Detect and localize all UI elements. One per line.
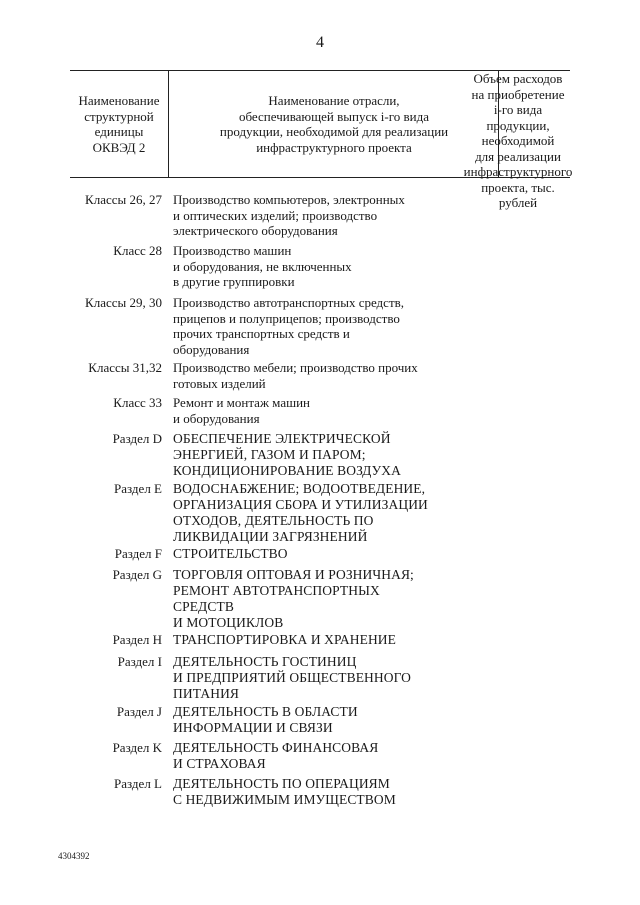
document-id: 4304392 (58, 851, 90, 861)
row-name: Производство автотранспортных средств, прицепов и полуприцепов; производство прочих транспортных средств и оборудования (173, 295, 405, 357)
row-name: Производство компьютеров, электронных и оптических изделий; производство электрического оборудования (173, 192, 405, 238)
header-expense-volume-text: Объем расходов на приобретение i-го вида продукции, необходимой для реализации инфраструктурного проекта, тыс. рублей (463, 71, 573, 210)
row-code: Класс 33 (113, 395, 162, 410)
row-name: ДЕЯТЕЛЬНОСТЬ В ОБЛАСТИ ИНФОРМАЦИИ И СВЯЗИ (173, 704, 358, 735)
row-code: Классы 31,32 (88, 360, 162, 375)
row-name: СТРОИТЕЛЬСТВО (173, 546, 288, 561)
row-name: ТОРГОВЛЯ ОПТОВАЯ И РОЗНИЧНАЯ; РЕМОНТ АВТОТРАНСПОРТНЫХ СРЕДСТВ И МОТОЦИКЛОВ (173, 567, 414, 630)
row-name: ВОДОСНАБЖЕНИЕ; ВОДООТВЕДЕНИЕ, ОРГАНИЗАЦИЯ СБОРА И УТИЛИЗАЦИИ ОТХОДОВ, ДЕЯТЕЛЬНОСТЬ ПО ЛИКВИДАЦИИ ЗАГРЯЗНЕНИЙ (173, 481, 428, 544)
row-code: Раздел J (116, 704, 162, 719)
row-name: ДЕЯТЕЛЬНОСТЬ ПО ОПЕРАЦИЯМ С НЕДВИЖИМЫМ ИМУЩЕСТВОМ (173, 776, 396, 807)
row-code: Раздел F (114, 546, 162, 561)
row-name: ОБЕСПЕЧЕНИЕ ЭЛЕКТРИЧЕСКОЙ ЭНЕРГИЕЙ, ГАЗОМ И ПАРОМ; КОНДИЦИОНИРОВАНИЕ ВОЗДУХА (173, 431, 401, 478)
header-industry-name: Наименование отрасли, обеспечивающей выпуск i-го вида продукции, необходимой для реализации инфраструктурного проекта (168, 71, 499, 177)
row-code: Классы 29, 30 (85, 295, 162, 310)
row-name: ДЕЯТЕЛЬНОСТЬ ГОСТИНИЦ И ПРЕДПРИЯТИЙ ОБЩЕСТВЕННОГО ПИТАНИЯ (173, 654, 412, 701)
header-okved-unit: Наименование структурной единицы ОКВЭД 2 (78, 93, 160, 155)
row-name: Ремонт и монтаж машин и оборудования (173, 395, 311, 426)
row-code: Раздел K (112, 740, 162, 755)
row-name: ТРАНСПОРТИРОВКА И ХРАНЕНИЕ (173, 632, 396, 647)
row-code: Раздел H (112, 632, 162, 647)
row-code: Раздел G (112, 567, 162, 582)
row-code: Классы 26, 27 (85, 192, 162, 207)
row-name: Производство машин и оборудования, не включенных в другие группировки (173, 243, 352, 289)
row-name: Производство мебели; производство прочих готовых изделий (173, 360, 418, 391)
row-code: Раздел D (112, 431, 162, 446)
page-number: 4 (316, 34, 324, 51)
row-code: Раздел L (114, 776, 162, 791)
row-name: ДЕЯТЕЛЬНОСТЬ ФИНАНСОВАЯ И СТРАХОВАЯ (173, 740, 379, 771)
row-code: Раздел E (114, 481, 162, 496)
row-code: Раздел I (117, 654, 162, 669)
header-expense-volume (463, 71, 573, 210)
row-code: Класс 28 (113, 243, 162, 258)
